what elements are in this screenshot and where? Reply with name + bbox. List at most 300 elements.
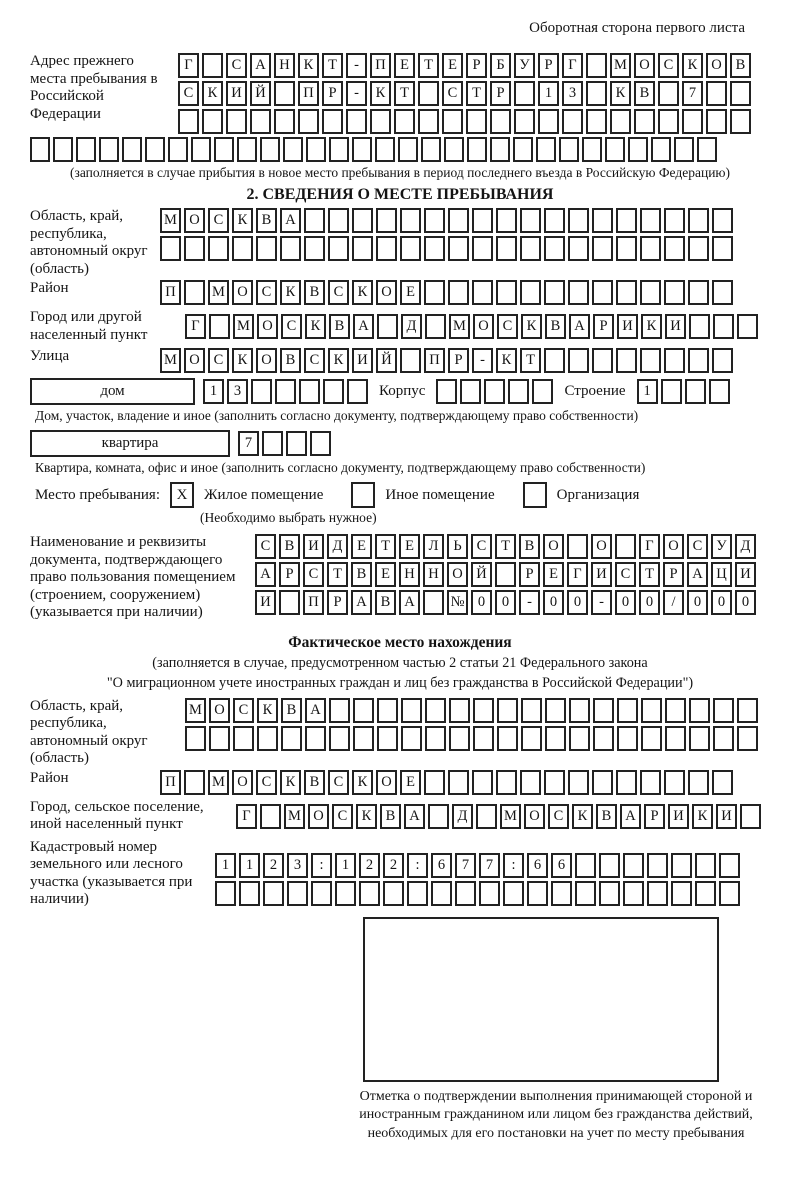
char-cell[interactable] [400, 208, 421, 233]
char-cell[interactable] [520, 280, 541, 305]
char-cell[interactable]: А [280, 208, 301, 233]
char-cell[interactable]: О [663, 534, 684, 559]
char-cell[interactable] [304, 236, 325, 261]
char-cell[interactable]: 0 [495, 590, 516, 615]
char-cell[interactable] [280, 236, 301, 261]
char-cell[interactable]: Б [490, 53, 511, 78]
char-cell[interactable]: Т [322, 53, 343, 78]
char-cell[interactable] [202, 53, 223, 78]
char-cell[interactable] [53, 137, 73, 162]
char-cell[interactable] [674, 137, 694, 162]
char-cell[interactable]: П [303, 590, 324, 615]
char-cell[interactable] [527, 881, 548, 906]
char-cell[interactable]: С [332, 804, 353, 829]
char-cell[interactable] [328, 236, 349, 261]
char-cell[interactable] [299, 379, 320, 404]
char-cell[interactable] [449, 698, 470, 723]
char-cell[interactable] [628, 137, 648, 162]
char-cell[interactable] [449, 726, 470, 751]
char-cell[interactable] [375, 137, 395, 162]
char-cell[interactable]: Р [593, 314, 614, 339]
char-cell[interactable] [287, 881, 308, 906]
char-cell[interactable] [593, 726, 614, 751]
char-cell[interactable] [239, 881, 260, 906]
char-cell[interactable] [184, 280, 205, 305]
char-cell[interactable] [497, 698, 518, 723]
char-cell[interactable] [304, 208, 325, 233]
char-cell[interactable]: А [305, 698, 326, 723]
char-cell[interactable] [544, 348, 565, 373]
char-cell[interactable] [503, 881, 524, 906]
char-cell[interactable]: В [280, 348, 301, 373]
char-cell[interactable]: / [663, 590, 684, 615]
char-cell[interactable] [305, 726, 326, 751]
char-cell[interactable]: О [308, 804, 329, 829]
char-cell[interactable] [448, 770, 469, 795]
char-cell[interactable] [712, 208, 733, 233]
char-cell[interactable] [460, 379, 481, 404]
char-cell[interactable]: А [351, 590, 372, 615]
char-cell[interactable] [455, 881, 476, 906]
char-cell[interactable] [184, 236, 205, 261]
char-cell[interactable] [352, 137, 372, 162]
char-cell[interactable]: Г [236, 804, 257, 829]
char-cell[interactable] [237, 137, 257, 162]
char-cell[interactable] [559, 137, 579, 162]
char-cell[interactable]: Й [376, 348, 397, 373]
char-cell[interactable] [347, 379, 368, 404]
char-cell[interactable]: Е [375, 562, 396, 587]
char-cell[interactable]: С [442, 81, 463, 106]
char-cell[interactable]: Г [178, 53, 199, 78]
char-cell[interactable]: 1 [239, 853, 260, 878]
char-cell[interactable] [640, 348, 661, 373]
char-cell[interactable]: М [208, 280, 229, 305]
char-cell[interactable] [685, 379, 706, 404]
char-cell[interactable] [623, 853, 644, 878]
char-cell[interactable]: 6 [551, 853, 572, 878]
char-cell[interactable]: Т [466, 81, 487, 106]
char-cell[interactable]: Р [448, 348, 469, 373]
char-cell[interactable] [520, 236, 541, 261]
char-cell[interactable]: О [256, 348, 277, 373]
char-cell[interactable]: Т [394, 81, 415, 106]
char-cell[interactable] [76, 137, 96, 162]
char-cell[interactable] [233, 726, 254, 751]
char-cell[interactable]: - [519, 590, 540, 615]
char-cell[interactable] [688, 236, 709, 261]
char-cell[interactable] [425, 698, 446, 723]
char-cell[interactable]: И [591, 562, 612, 587]
char-cell[interactable]: В [304, 280, 325, 305]
char-cell[interactable] [688, 770, 709, 795]
char-cell[interactable]: И [735, 562, 756, 587]
char-cell[interactable] [665, 726, 686, 751]
char-cell[interactable]: Д [452, 804, 473, 829]
char-cell[interactable] [263, 881, 284, 906]
char-cell[interactable] [610, 109, 631, 134]
char-cell[interactable] [311, 881, 332, 906]
char-cell[interactable] [281, 726, 302, 751]
char-cell[interactable] [209, 726, 230, 751]
char-cell[interactable]: Р [279, 562, 300, 587]
char-cell[interactable] [634, 109, 655, 134]
char-cell[interactable]: 0 [543, 590, 564, 615]
char-cell[interactable] [424, 236, 445, 261]
char-cell[interactable] [671, 881, 692, 906]
char-cell[interactable]: И [668, 804, 689, 829]
char-cell[interactable] [401, 726, 422, 751]
char-cell[interactable] [569, 726, 590, 751]
char-cell[interactable] [178, 109, 199, 134]
char-cell[interactable]: К [352, 770, 373, 795]
char-cell[interactable] [544, 280, 565, 305]
char-cell[interactable] [250, 109, 271, 134]
char-cell[interactable] [424, 280, 445, 305]
char-cell[interactable] [424, 770, 445, 795]
char-cell[interactable] [467, 137, 487, 162]
char-cell[interactable]: С [255, 534, 276, 559]
char-cell[interactable] [353, 726, 374, 751]
char-cell[interactable] [490, 109, 511, 134]
char-cell[interactable]: 0 [639, 590, 660, 615]
char-cell[interactable] [215, 881, 236, 906]
char-cell[interactable] [641, 698, 662, 723]
char-cell[interactable]: Е [543, 562, 564, 587]
char-cell[interactable]: К [305, 314, 326, 339]
char-cell[interactable] [490, 137, 510, 162]
char-cell[interactable]: 7 [455, 853, 476, 878]
char-cell[interactable] [191, 137, 211, 162]
char-cell[interactable]: Т [327, 562, 348, 587]
char-cell[interactable] [472, 280, 493, 305]
char-cell[interactable] [616, 208, 637, 233]
char-cell[interactable]: В [380, 804, 401, 829]
char-cell[interactable] [592, 348, 613, 373]
char-cell[interactable]: С [281, 314, 302, 339]
char-cell[interactable] [383, 881, 404, 906]
char-cell[interactable]: Е [442, 53, 463, 78]
char-cell[interactable] [466, 109, 487, 134]
char-cell[interactable] [664, 348, 685, 373]
char-cell[interactable] [586, 109, 607, 134]
char-cell[interactable] [599, 881, 620, 906]
char-cell[interactable]: К [521, 314, 542, 339]
char-cell[interactable]: Л [423, 534, 444, 559]
char-cell[interactable] [274, 81, 295, 106]
char-cell[interactable] [617, 726, 638, 751]
char-cell[interactable] [421, 137, 441, 162]
char-cell[interactable]: Е [400, 280, 421, 305]
char-cell[interactable]: К [610, 81, 631, 106]
char-cell[interactable] [202, 109, 223, 134]
char-cell[interactable]: Е [399, 534, 420, 559]
char-cell[interactable] [322, 109, 343, 134]
char-cell[interactable]: Д [401, 314, 422, 339]
char-cell[interactable] [226, 109, 247, 134]
char-cell[interactable] [538, 109, 559, 134]
char-cell[interactable] [279, 590, 300, 615]
checkbox-zhiloe[interactable] [170, 482, 194, 508]
char-cell[interactable] [520, 208, 541, 233]
char-cell[interactable] [514, 81, 535, 106]
char-cell[interactable] [274, 109, 295, 134]
char-cell[interactable] [232, 236, 253, 261]
char-cell[interactable]: К [257, 698, 278, 723]
char-cell[interactable]: Г [185, 314, 206, 339]
char-cell[interactable]: С [226, 53, 247, 78]
char-cell[interactable] [695, 853, 716, 878]
char-cell[interactable]: М [185, 698, 206, 723]
char-cell[interactable] [616, 280, 637, 305]
char-cell[interactable] [740, 804, 761, 829]
char-cell[interactable] [592, 770, 613, 795]
char-cell[interactable] [497, 726, 518, 751]
char-cell[interactable] [616, 348, 637, 373]
char-cell[interactable]: С [328, 280, 349, 305]
char-cell[interactable]: 7 [682, 81, 703, 106]
char-cell[interactable] [306, 137, 326, 162]
char-cell[interactable]: Р [466, 53, 487, 78]
char-cell[interactable]: - [472, 348, 493, 373]
char-cell[interactable]: Р [644, 804, 665, 829]
char-cell[interactable] [593, 698, 614, 723]
char-cell[interactable]: Р [538, 53, 559, 78]
char-cell[interactable] [208, 236, 229, 261]
char-cell[interactable]: П [424, 348, 445, 373]
char-cell[interactable] [719, 881, 740, 906]
char-cell[interactable] [737, 314, 758, 339]
char-cell[interactable] [730, 81, 751, 106]
char-cell[interactable] [122, 137, 142, 162]
char-cell[interactable] [569, 698, 590, 723]
char-cell[interactable] [568, 236, 589, 261]
char-cell[interactable]: С [687, 534, 708, 559]
char-cell[interactable]: Р [490, 81, 511, 106]
char-cell[interactable] [407, 881, 428, 906]
char-cell[interactable]: Т [495, 534, 516, 559]
char-cell[interactable]: 1 [335, 853, 356, 878]
char-cell[interactable] [605, 137, 625, 162]
char-cell[interactable] [665, 698, 686, 723]
char-cell[interactable] [394, 109, 415, 134]
char-cell[interactable] [496, 236, 517, 261]
char-cell[interactable] [575, 881, 596, 906]
char-cell[interactable]: 1 [637, 379, 658, 404]
char-cell[interactable] [712, 236, 733, 261]
char-cell[interactable] [664, 280, 685, 305]
char-cell[interactable] [545, 726, 566, 751]
char-cell[interactable] [661, 379, 682, 404]
char-cell[interactable]: К [692, 804, 713, 829]
char-cell[interactable] [586, 53, 607, 78]
char-cell[interactable] [568, 280, 589, 305]
char-cell[interactable]: И [716, 804, 737, 829]
char-cell[interactable]: А [569, 314, 590, 339]
char-cell[interactable] [359, 881, 380, 906]
char-cell[interactable] [376, 236, 397, 261]
char-cell[interactable] [623, 881, 644, 906]
char-cell[interactable] [730, 109, 751, 134]
char-cell[interactable]: С [304, 348, 325, 373]
char-cell[interactable]: Е [394, 53, 415, 78]
char-cell[interactable]: К [682, 53, 703, 78]
char-cell[interactable]: К [356, 804, 377, 829]
char-cell[interactable]: Р [322, 81, 343, 106]
checkbox-inoe[interactable] [351, 482, 375, 508]
char-cell[interactable] [697, 137, 717, 162]
char-cell[interactable]: 3 [287, 853, 308, 878]
char-cell[interactable] [256, 236, 277, 261]
char-cell[interactable] [616, 236, 637, 261]
char-cell[interactable]: О [473, 314, 494, 339]
char-cell[interactable]: К [370, 81, 391, 106]
char-cell[interactable] [544, 770, 565, 795]
char-cell[interactable]: Р [663, 562, 684, 587]
char-cell[interactable] [370, 109, 391, 134]
char-cell[interactable] [476, 804, 497, 829]
char-cell[interactable] [496, 280, 517, 305]
char-cell[interactable]: 1 [215, 853, 236, 878]
char-cell[interactable] [536, 137, 556, 162]
char-cell[interactable] [444, 137, 464, 162]
char-cell[interactable] [448, 208, 469, 233]
char-cell[interactable] [353, 698, 374, 723]
char-cell[interactable]: С [471, 534, 492, 559]
char-cell[interactable] [448, 236, 469, 261]
char-cell[interactable]: В [304, 770, 325, 795]
char-cell[interactable] [329, 137, 349, 162]
char-cell[interactable]: 0 [471, 590, 492, 615]
char-cell[interactable] [479, 881, 500, 906]
char-cell[interactable]: И [303, 534, 324, 559]
char-cell[interactable]: : [407, 853, 428, 878]
char-cell[interactable]: А [353, 314, 374, 339]
char-cell[interactable] [329, 698, 350, 723]
char-cell[interactable]: - [346, 81, 367, 106]
char-cell[interactable]: В [256, 208, 277, 233]
char-cell[interactable] [398, 137, 418, 162]
char-cell[interactable]: Г [562, 53, 583, 78]
char-cell[interactable] [695, 881, 716, 906]
char-cell[interactable] [346, 109, 367, 134]
char-cell[interactable]: В [281, 698, 302, 723]
char-cell[interactable] [689, 726, 710, 751]
char-cell[interactable] [424, 208, 445, 233]
char-cell[interactable] [520, 770, 541, 795]
char-cell[interactable]: В [545, 314, 566, 339]
char-cell[interactable]: Т [520, 348, 541, 373]
char-cell[interactable] [472, 770, 493, 795]
char-cell[interactable]: С [256, 770, 277, 795]
char-cell[interactable]: С [328, 770, 349, 795]
char-cell[interactable] [567, 534, 588, 559]
char-cell[interactable] [719, 853, 740, 878]
char-cell[interactable]: 0 [711, 590, 732, 615]
char-cell[interactable]: К [328, 348, 349, 373]
char-cell[interactable] [283, 137, 303, 162]
char-cell[interactable]: Н [399, 562, 420, 587]
char-cell[interactable] [706, 81, 727, 106]
char-cell[interactable]: К [352, 280, 373, 305]
char-cell[interactable]: 2 [383, 853, 404, 878]
char-cell[interactable] [713, 314, 734, 339]
char-cell[interactable] [647, 853, 668, 878]
char-cell[interactable] [298, 109, 319, 134]
char-cell[interactable]: П [298, 81, 319, 106]
char-cell[interactable]: 2 [359, 853, 380, 878]
char-cell[interactable]: М [233, 314, 254, 339]
char-cell[interactable] [689, 314, 710, 339]
char-cell[interactable] [99, 137, 119, 162]
char-cell[interactable]: У [711, 534, 732, 559]
char-cell[interactable]: К [232, 348, 253, 373]
char-cell[interactable]: Т [418, 53, 439, 78]
char-cell[interactable] [647, 881, 668, 906]
char-cell[interactable] [712, 348, 733, 373]
char-cell[interactable]: И [352, 348, 373, 373]
char-cell[interactable]: В [634, 81, 655, 106]
char-cell[interactable]: М [610, 53, 631, 78]
char-cell[interactable]: В [730, 53, 751, 78]
char-cell[interactable]: У [514, 53, 535, 78]
char-cell[interactable]: П [370, 53, 391, 78]
char-cell[interactable] [688, 348, 709, 373]
char-cell[interactable] [376, 208, 397, 233]
char-cell[interactable]: И [617, 314, 638, 339]
char-cell[interactable]: О [232, 770, 253, 795]
char-cell[interactable] [329, 726, 350, 751]
char-cell[interactable]: М [208, 770, 229, 795]
char-cell[interactable] [473, 726, 494, 751]
char-cell[interactable]: О [591, 534, 612, 559]
char-cell[interactable]: С [658, 53, 679, 78]
char-cell[interactable]: О [184, 208, 205, 233]
char-cell[interactable]: С [208, 208, 229, 233]
char-cell[interactable] [544, 208, 565, 233]
char-cell[interactable]: В [375, 590, 396, 615]
char-cell[interactable] [568, 770, 589, 795]
char-cell[interactable]: К [572, 804, 593, 829]
char-cell[interactable]: А [620, 804, 641, 829]
char-cell[interactable]: П [160, 770, 181, 795]
char-cell[interactable] [640, 208, 661, 233]
char-cell[interactable] [640, 770, 661, 795]
char-cell[interactable] [418, 109, 439, 134]
char-cell[interactable]: 1 [538, 81, 559, 106]
char-cell[interactable] [514, 109, 535, 134]
char-cell[interactable] [664, 236, 685, 261]
char-cell[interactable]: К [280, 770, 301, 795]
char-cell[interactable] [599, 853, 620, 878]
char-cell[interactable] [423, 590, 444, 615]
char-cell[interactable] [472, 236, 493, 261]
char-cell[interactable]: Ц [711, 562, 732, 587]
char-cell[interactable]: И [665, 314, 686, 339]
char-cell[interactable]: А [687, 562, 708, 587]
char-cell[interactable] [615, 534, 636, 559]
char-cell[interactable]: К [298, 53, 319, 78]
char-cell[interactable] [640, 280, 661, 305]
char-cell[interactable] [508, 379, 529, 404]
char-cell[interactable]: В [519, 534, 540, 559]
char-cell[interactable] [586, 81, 607, 106]
char-cell[interactable]: С [303, 562, 324, 587]
char-cell[interactable]: - [591, 590, 612, 615]
char-cell[interactable]: Г [567, 562, 588, 587]
char-cell[interactable]: К [496, 348, 517, 373]
char-cell[interactable]: С [256, 280, 277, 305]
